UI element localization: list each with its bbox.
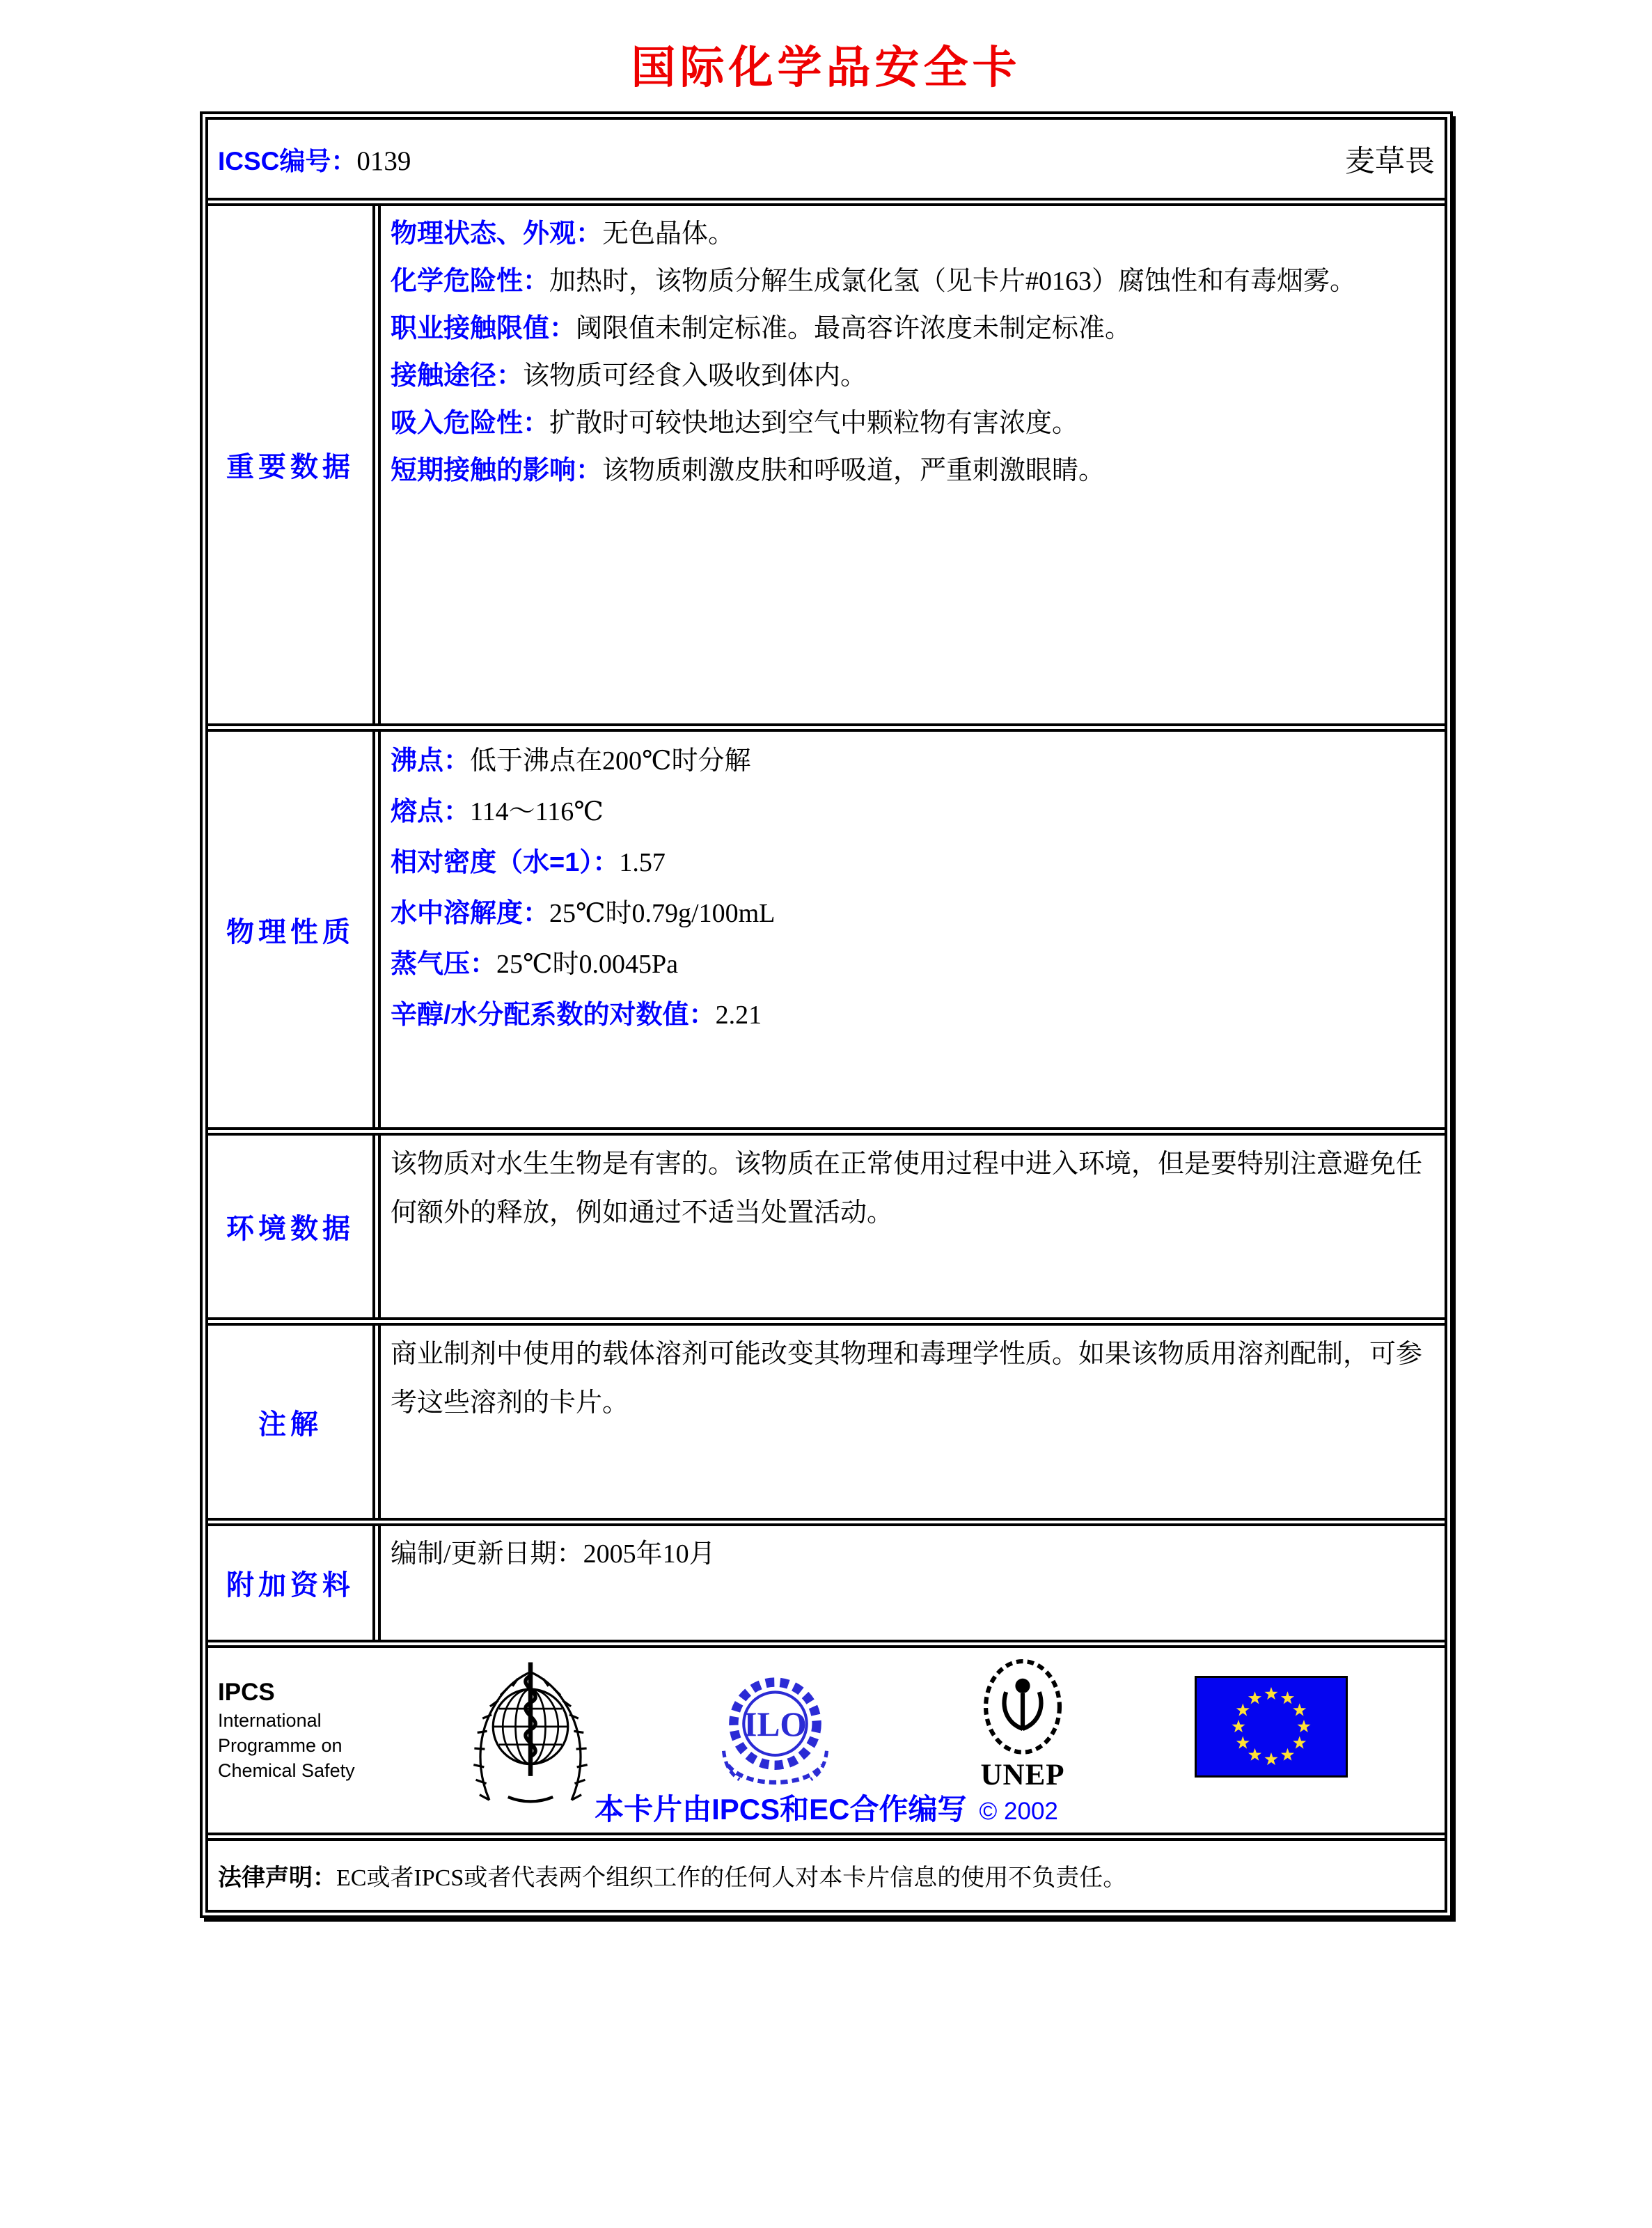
section-label-environmental-data: 环境数据 bbox=[208, 1136, 381, 1317]
legal-notice-label: 法律声明： bbox=[218, 1865, 336, 1891]
ilo-emblem-icon bbox=[711, 1663, 840, 1803]
chemical-name: 麦草畏 bbox=[1345, 145, 1435, 178]
icsc-number-label: ICSC编号： bbox=[218, 147, 357, 175]
page-title: 国际化学品安全卡 bbox=[631, 43, 1021, 93]
environmental-data-text: 该物质对水生生物是有害的。该物质在正常使用过程中进入环境，但是要特别注意避免任何额外的释放，例如通过不适当处置活动。 bbox=[391, 1150, 1423, 1227]
eu-flag-icon bbox=[1195, 1676, 1348, 1781]
ipcs-text-block: IPCS International Programme on Chemical Safety bbox=[218, 1679, 355, 1781]
field-routes-of-exposure: 接触途径：该物质可经食入吸收到体内。 bbox=[391, 361, 867, 391]
section-label-additional-information: 附加资料 bbox=[208, 1526, 381, 1640]
field-melting-point: 熔点：114～116℃ bbox=[391, 797, 604, 826]
field-physical-state: 物理状态、外观：无色晶体。 bbox=[391, 219, 735, 249]
field-short-term-effects: 短期接触的影响：该物质刺激皮肤和呼吸道，严重刺激眼睛。 bbox=[391, 456, 1106, 485]
field-inhalation-risk: 吸入危险性：扩散时可较快地达到空气中颗粒物有害浓度。 bbox=[391, 409, 1079, 438]
section-environmental-data bbox=[208, 1127, 1445, 1317]
organisations-row bbox=[208, 1640, 1445, 1833]
icsc-card-table bbox=[200, 111, 1453, 1918]
copyright-text: © 2002 bbox=[979, 1798, 1058, 1825]
field-octanol-water-partition: 辛醇/水分配系数的对数值：2.21 bbox=[391, 1001, 762, 1030]
section-physical-properties bbox=[208, 723, 1445, 1127]
icsc-number-value: 0139 bbox=[356, 146, 411, 176]
field-water-solubility: 水中溶解度：25℃时0.79g/100mL bbox=[391, 899, 776, 928]
section-content-physical-properties bbox=[381, 732, 1445, 1127]
section-content-additional-information bbox=[381, 1526, 1445, 1640]
section-content-notes bbox=[381, 1326, 1445, 1518]
unep-emblem-icon bbox=[960, 1656, 1085, 1791]
field-occupational-exposure-limits: 职业接触限值：阈限值未制定标准。最高容许浓度未制定标准。 bbox=[391, 314, 1132, 343]
field-update-date: 编制/更新日期：2005年10月 bbox=[391, 1539, 716, 1569]
field-chemical-dangers: 化学危险性：加热时，该物质分解生成氯化氢（见卡片#0163）腐蚀性和有毒烟雾。 bbox=[391, 267, 1357, 296]
section-notes bbox=[208, 1317, 1445, 1518]
section-content-important-data bbox=[381, 206, 1445, 723]
field-boiling-point: 沸点：低于沸点在200℃时分解 bbox=[391, 746, 751, 776]
svg-text:ILO: ILO bbox=[744, 1705, 807, 1744]
legal-notice-text: EC或者IPCS或者代表两个组织工作的任何人对本卡片信息的使用不负责任。 bbox=[336, 1865, 1127, 1891]
notes-text: 商业制剂中使用的载体溶剂可能改变其物理和毒理学性质。如果该物质用溶剂配制，可参考这些溶剂的卡片。 bbox=[391, 1340, 1423, 1418]
ipcs-acronym: IPCS bbox=[218, 1679, 275, 1706]
section-label-important-data: 重要数据 bbox=[208, 206, 381, 723]
section-important-data bbox=[208, 198, 1445, 723]
section-additional-information bbox=[208, 1518, 1445, 1640]
section-label-physical-properties: 物理性质 bbox=[208, 732, 381, 1127]
legal-notice-row bbox=[208, 1833, 1445, 1910]
field-relative-density: 相对密度（水=1）：1.57 bbox=[391, 848, 666, 877]
section-label-notes: 注解 bbox=[208, 1326, 381, 1518]
credit-line bbox=[208, 1787, 1445, 1828]
credit-text: 本卡片由IPCS和EC合作编写 bbox=[595, 1793, 967, 1826]
icsc-number-field bbox=[218, 140, 411, 178]
field-vapour-pressure: 蒸气压：25℃时0.0045Pa bbox=[391, 950, 679, 979]
card-header-row bbox=[208, 120, 1445, 198]
section-content-environmental-data bbox=[381, 1136, 1445, 1317]
unep-wordmark: UNEP bbox=[980, 1759, 1065, 1791]
